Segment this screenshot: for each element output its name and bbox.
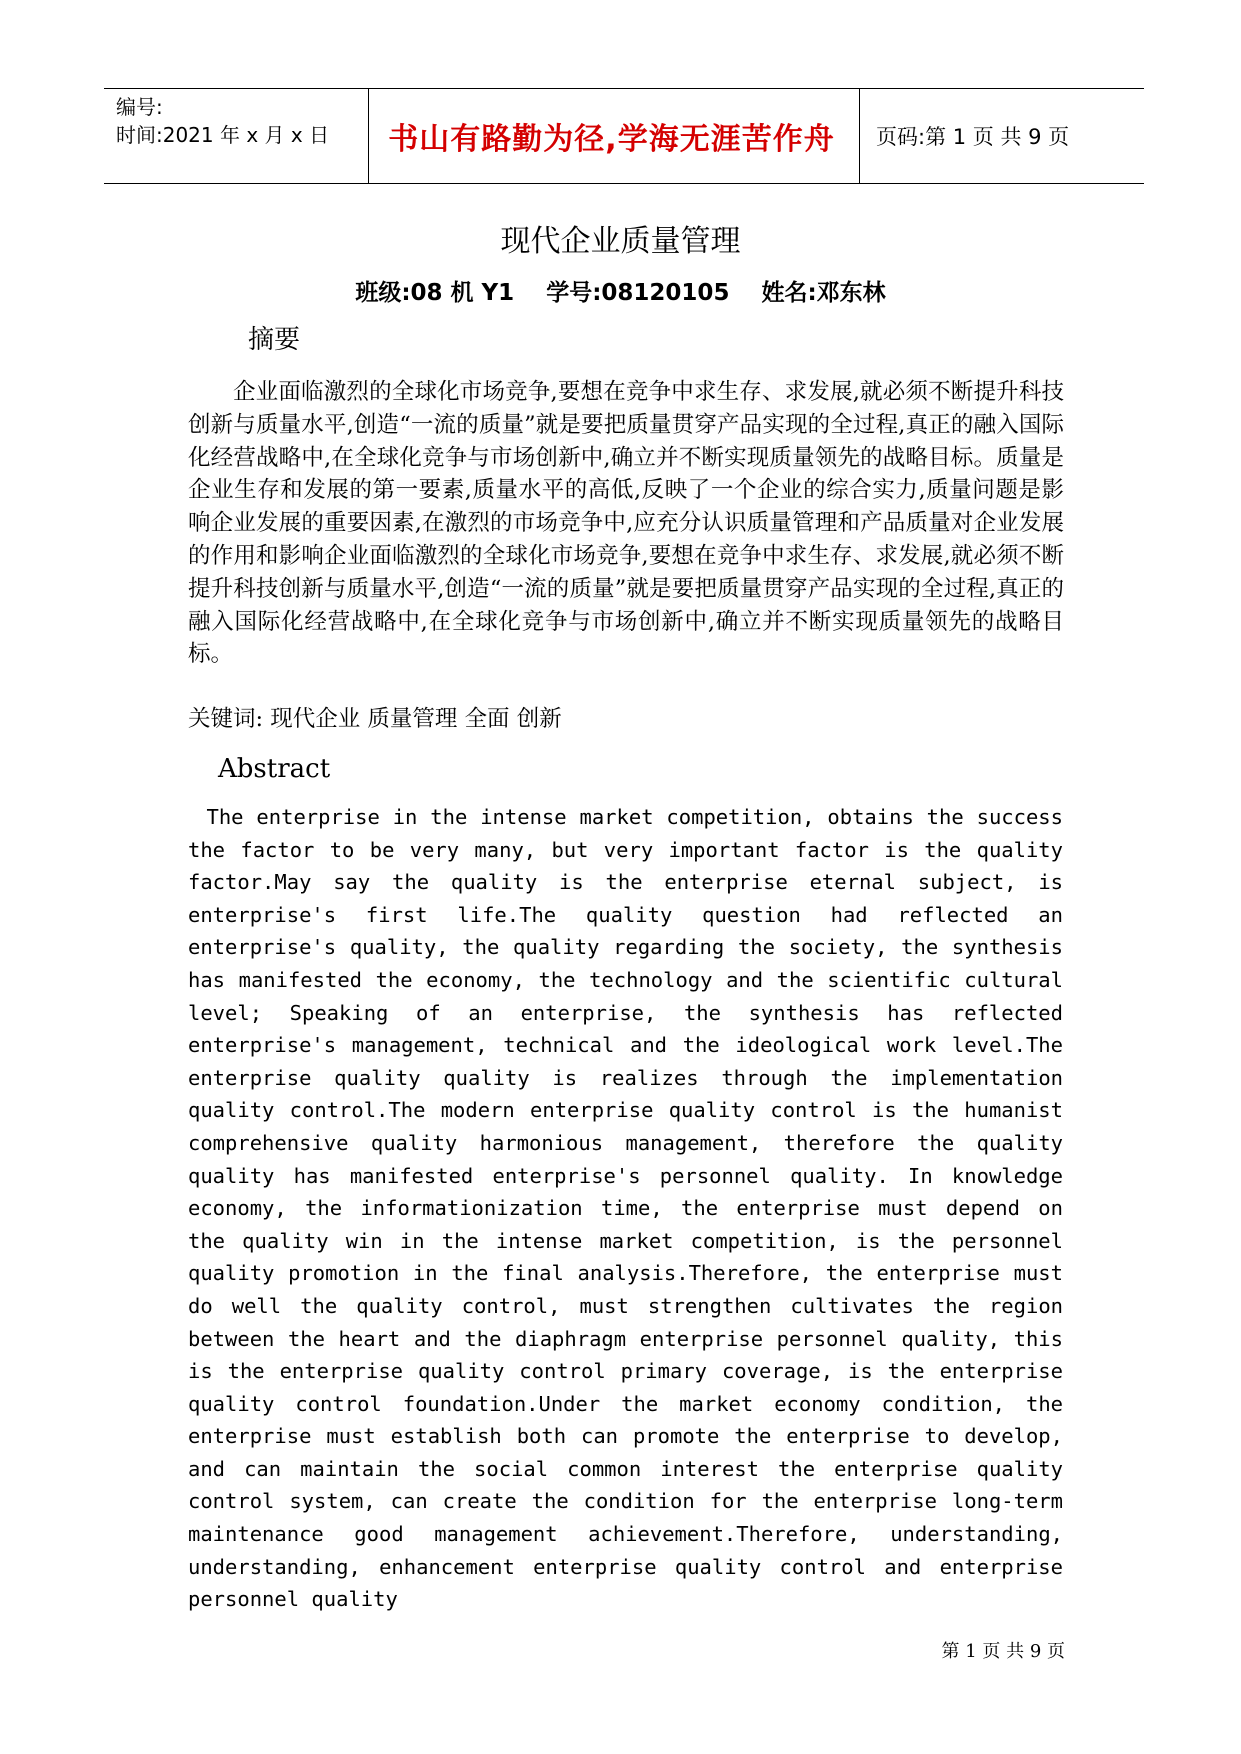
abstract-paragraph-en: The enterprise in the intense market competition, obtains the success the factor to be very many, but very important factor is the quality factor.May say the quality is the enterprise eternal subject, is enterprise's first life.The quality question had reflected an enterprise's quality, the quality regarding the society, the synthesis has manifested the economy, the technology and the scientific cultural level; Speaking of an enterprise, the synthesis has reflected enterprise's management, technical and the ideological work level.The enterprise quality quality is realizes through the implementation quality control.The modern enterprise quality control is the humanist comprehensive quality harmonious management, therefore the quality quality has manifested enterprise's personnel quality. In knowledge economy, the informationization time, the enterprise must depend on the quality win in the intense market competition, is the personnel quality promotion in the final analysis.Therefore, the enterprise must do well the quality control, must strengthen cultivates the region between the heart and the diaphragm enterprise personnel quality, this is the enterprise quality control primary coverage, is the enterprise quality control foundation.Under the market economy condition, the enterprise must establish both can promote the enterprise to develop, and can maintain the social common interest the enterprise quality control system, can create the condition for the enterprise long-term maintenance good management achievement.Therefore, understanding, understanding, enhancement enterprise quality control and enterprise personnel quality	[188, 805, 1063, 1612]
abstract-heading-zh: 摘要	[248, 325, 301, 355]
student-class: 班级:08 机 Y1	[355, 280, 515, 306]
header-motto: 书山有路勤为径,学海无涯苦作舟	[388, 122, 835, 157]
header-divider	[859, 89, 860, 183]
student-id: 学号:08120105	[546, 280, 730, 306]
student-info	[0, 276, 1241, 310]
header-meta	[116, 93, 366, 149]
keywords: 关键词: 现代企业 质量管理 全面 创新	[188, 706, 562, 732]
student-name: 姓名:邓东林	[761, 280, 886, 306]
document-number-label: 编号:	[116, 95, 163, 119]
page-footer: 第 1 页 共 9 页	[941, 1641, 1065, 1662]
abstract-heading-en: Abstract	[218, 754, 331, 784]
abstract-paragraph-zh: 企业面临激烈的全球化市场竞争,要想在竞争中求生存、求发展,就必须不断提升科技创新与质量水平,创造“一流的质量”就是要把质量贯穿产品实现的全过程,真正的融入国际化经营战略中,在全球化竞争与市场创新中,确立并不断实现质量领先的战略目标。质量是企业生存和发展的第一要素,质量水平的高低,反映了一个企业的综合实力,质量问题是影响企业发展的重要因素,在激烈的市场竞争中,应充分认识质量管理和产品质量对企业发展的作用和影响企业面临激烈的全球化市场竞争,要想在竞争中求生存、求发展,就必须不断提升科技创新与质量水平,创造“一流的质量”就是要把质量贯穿产品实现的全过程,真正的融入国际化经营战略中,在全球化竞争与市场创新中,确立并不断实现质量领先的战略目标。	[188, 379, 1064, 668]
document-title: 现代企业质量管理	[500, 224, 741, 259]
document-time-label: 时间:2021 年 x 月 x 日	[116, 123, 330, 147]
page-header	[104, 88, 1144, 184]
header-page-code: 页码:第 1 页 共 9 页	[876, 125, 1070, 149]
